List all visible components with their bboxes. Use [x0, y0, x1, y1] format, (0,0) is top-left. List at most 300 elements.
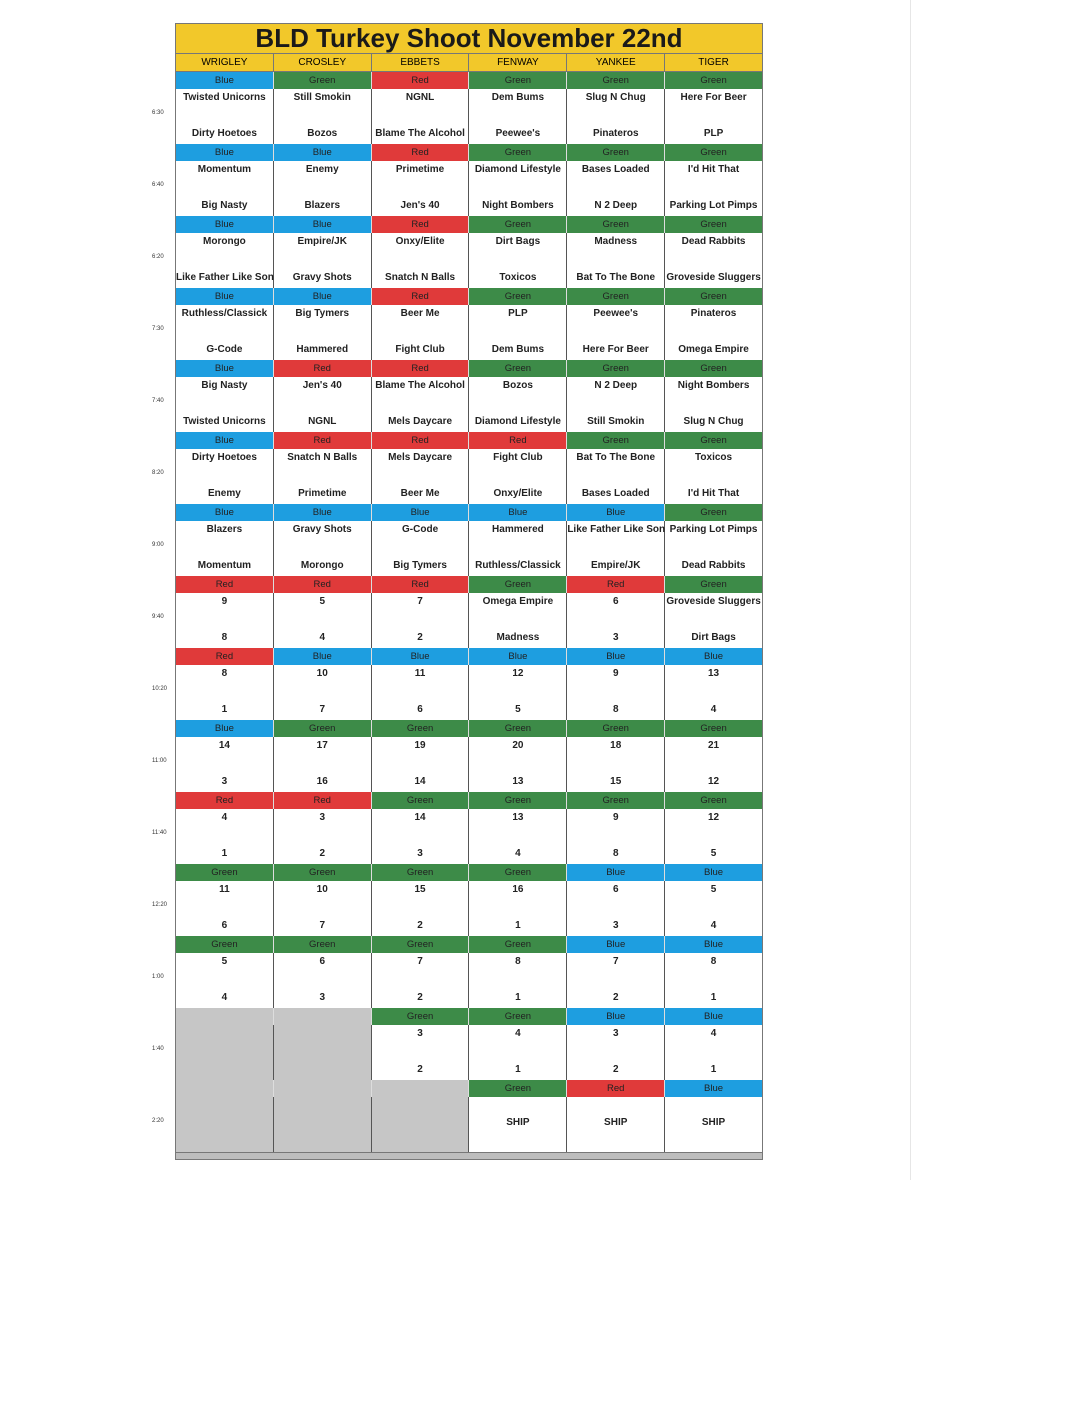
matchup-cell [274, 593, 372, 648]
matchup-cell [567, 737, 665, 792]
team-bottom: 6 [417, 704, 423, 715]
team-color-row [176, 288, 762, 305]
team-color-label: Blue [665, 1008, 762, 1025]
team-color-label: Blue [372, 504, 470, 521]
team-bottom: 2 [319, 848, 326, 859]
game-row [176, 377, 762, 432]
field-header-fenway: FENWAY [469, 54, 567, 72]
time-label: 6:20 [152, 254, 164, 260]
matchup-cell [372, 161, 470, 216]
team-bottom: Madness [496, 632, 540, 643]
matchup-cell [274, 233, 372, 288]
team-top: Peewee's [593, 308, 639, 319]
matchup-cell [665, 1097, 762, 1152]
team-color-row [176, 648, 762, 665]
matchup-cell [665, 1025, 762, 1080]
team-bottom: Momentum [197, 560, 252, 571]
team-color-label: Blue [665, 648, 762, 665]
team-top: 13 [512, 812, 524, 823]
team-bottom: 4 [221, 992, 228, 1003]
team-bottom: Gravy Shots [292, 272, 352, 283]
matchup-cell [469, 593, 567, 648]
time-label: 6:40 [152, 182, 164, 188]
empty-slot [274, 1025, 372, 1080]
team-color-label: Green [274, 936, 372, 953]
team-top: Dem Bums [491, 92, 545, 103]
team-color-row [176, 1080, 762, 1097]
team-top: Jen's 40 [302, 380, 342, 391]
matchup-cell [274, 521, 372, 576]
team-bottom: Beer Me [400, 488, 440, 499]
matchup-cell [469, 521, 567, 576]
team-color-label: Green [665, 288, 762, 305]
team-bottom: 8 [221, 632, 228, 643]
team-top: Still Smokin [293, 92, 351, 103]
team-top: 14 [218, 740, 230, 751]
page-title: BLD Turkey Shoot November 22nd [176, 24, 762, 54]
team-bottom: 1 [221, 848, 228, 859]
team-top: NGNL [405, 92, 435, 103]
matchup-cell [274, 449, 372, 504]
matchup-cell [372, 593, 470, 648]
team-top: Toxicos [695, 452, 733, 463]
team-color-label: Red [372, 360, 470, 377]
team-bottom: 8 [612, 704, 619, 715]
team-top: Ruthless/Classick [181, 308, 268, 319]
matchup-cell [176, 881, 274, 936]
matchup-cell [274, 737, 372, 792]
team-color-label: Blue [567, 936, 665, 953]
team-top: Omega Empire [482, 596, 554, 607]
team-bottom: Bozos [307, 128, 338, 139]
team-bottom: 4 [515, 848, 521, 859]
team-top: 7 [417, 956, 423, 967]
matchup-cell [567, 161, 665, 216]
team-color-label: Green [176, 936, 274, 953]
team-top: 4 [710, 1028, 717, 1039]
team-top: 6 [612, 596, 619, 607]
team-top: 3 [417, 1028, 423, 1039]
matchup-cell [665, 161, 762, 216]
team-color-label: Blue [469, 648, 567, 665]
team-color-label: Blue [274, 648, 372, 665]
team-color-row [176, 720, 762, 737]
team-bottom: Onxy/Elite [493, 488, 543, 499]
team-color-label: Green [469, 72, 567, 89]
schedule-sheet [175, 23, 763, 1152]
team-top: 8 [221, 668, 228, 679]
team-bottom: Dem Bums [491, 344, 545, 355]
team-top: Dead Rabbits [681, 236, 746, 247]
team-top: 8 [515, 956, 521, 967]
team-top: Bozos [502, 380, 533, 391]
matchup-cell [469, 1025, 567, 1080]
team-bottom: Snatch N Balls [385, 272, 456, 283]
game-row [176, 737, 762, 792]
matchup-cell [665, 377, 762, 432]
team-top: 5 [710, 884, 717, 895]
matchup-cell [176, 89, 274, 144]
team-bottom: 6 [221, 920, 228, 931]
team-color-label: Blue [274, 504, 372, 521]
rounds-container [176, 72, 762, 1152]
team-top: Like Father Like Son [567, 524, 666, 535]
team-color-label: Blue [176, 504, 274, 521]
team-bottom: Hammered [296, 344, 349, 355]
bottom-band [175, 1152, 763, 1160]
time-label: 1:40 [152, 1046, 164, 1052]
matchup-cell [469, 809, 567, 864]
game-row [176, 953, 762, 1008]
team-color-label: Blue [176, 720, 274, 737]
game-row [176, 665, 762, 720]
team-bottom: Bases Loaded [581, 488, 650, 499]
matchup-cell [176, 809, 274, 864]
team-top: 19 [414, 740, 426, 751]
team-color-label: Green [372, 864, 470, 881]
matchup-cell [469, 737, 567, 792]
team-top: Fight Club [493, 452, 543, 463]
game-row [176, 881, 762, 936]
team-color-label: Blue [176, 216, 274, 233]
matchup-cell [274, 161, 372, 216]
team-color-label: Green [665, 576, 762, 593]
team-bottom: Enemy [208, 488, 241, 499]
team-bottom: 1 [515, 992, 521, 1003]
team-top: Madness [594, 236, 638, 247]
team-color-label: Red [274, 792, 372, 809]
game-row [176, 1025, 762, 1080]
game-row [176, 593, 762, 648]
matchup-cell [176, 737, 274, 792]
team-top: 14 [414, 812, 426, 823]
team-color-label: Red [372, 144, 470, 161]
team-color-label: Green [469, 144, 567, 161]
team-top: 12 [707, 812, 720, 823]
team-bottom: Still Smokin [587, 416, 645, 427]
matchup-cell [176, 377, 274, 432]
team-bottom: Night Bombers [482, 200, 554, 211]
team-bottom: 2 [612, 1064, 619, 1075]
team-top: Dirty Hoetoes [191, 452, 257, 463]
team-color-label: Green [567, 72, 665, 89]
matchup-cell [372, 233, 470, 288]
matchup-cell [567, 1025, 665, 1080]
matchup-cell [567, 953, 665, 1008]
team-color-label: Red [176, 648, 274, 665]
team-top: Snatch N Balls [287, 452, 358, 463]
ship-label: SHIP [506, 1117, 530, 1128]
team-color-label: Green [665, 504, 762, 521]
team-top: 4 [515, 1028, 521, 1039]
time-label: 9:00 [152, 542, 164, 548]
team-top: I'd Hit That [687, 164, 740, 175]
field-header-tiger: TIGER [665, 54, 762, 72]
team-top: 16 [512, 884, 524, 895]
team-color-label: Green [567, 720, 665, 737]
team-color-label: Green [469, 864, 567, 881]
team-bottom: 2 [417, 992, 423, 1003]
team-bottom: G-Code [206, 344, 243, 355]
team-color-label: Green [469, 1008, 567, 1025]
matchup-cell [372, 665, 470, 720]
team-bottom: 16 [316, 776, 328, 787]
time-label: 12:20 [152, 902, 168, 908]
team-color-row [176, 1008, 762, 1025]
matchup-cell [372, 449, 470, 504]
team-bottom: 1 [710, 1064, 717, 1075]
team-top: 6 [612, 884, 619, 895]
time-label: 8:20 [152, 470, 164, 476]
team-bottom: Ruthless/Classick [475, 560, 561, 571]
time-label: 11:00 [152, 758, 167, 764]
team-bottom: Primetime [298, 488, 347, 499]
team-bottom: Dirty Hoetoes [191, 128, 257, 139]
team-top: 17 [316, 740, 328, 751]
matchup-cell [372, 521, 470, 576]
team-top: 11 [219, 884, 230, 895]
field-header-ebbets: EBBETS [372, 54, 470, 72]
team-color-label: Red [274, 432, 372, 449]
team-bottom: 2 [417, 920, 423, 931]
matchup-cell [469, 305, 567, 360]
team-color-label: Green [469, 1080, 567, 1097]
team-top: 6 [319, 956, 326, 967]
matchup-cell [372, 737, 470, 792]
team-top: Enemy [305, 164, 339, 175]
team-color-label: Red [274, 360, 372, 377]
team-bottom: 1 [710, 992, 717, 1003]
team-top: 7 [417, 596, 423, 607]
matchup-cell [567, 809, 665, 864]
team-top: Dirt Bags [495, 236, 541, 247]
matchup-cell [567, 593, 665, 648]
team-color-label: Green [665, 792, 762, 809]
team-color-label: Red [567, 576, 665, 593]
matchup-cell [665, 305, 762, 360]
matchup-cell [665, 233, 762, 288]
matchup-cell [176, 593, 274, 648]
team-top: Momentum [197, 164, 252, 175]
team-bottom: Groveside Sluggers [666, 272, 761, 283]
team-color-row [176, 504, 762, 521]
matchup-cell [372, 809, 470, 864]
team-color-label: Green [372, 792, 470, 809]
team-bottom: NGNL [308, 416, 337, 427]
team-bottom: Blame The Alcohol [375, 128, 465, 139]
matchup-cell [567, 521, 665, 576]
team-top: Bat To The Bone [576, 452, 656, 463]
team-color-label: Blue [274, 144, 372, 161]
team-color-label: Green [469, 720, 567, 737]
page-edge-line [910, 0, 911, 1180]
team-bottom: Parking Lot Pimps [669, 200, 758, 211]
team-color-label: Red [372, 576, 470, 593]
team-bottom: 8 [612, 848, 619, 859]
matchup-cell [176, 161, 274, 216]
team-bottom: Big Tymers [393, 560, 447, 571]
team-top: Onxy/Elite [395, 236, 445, 247]
matchup-cell [469, 881, 567, 936]
team-color-label: Green [665, 72, 762, 89]
matchup-cell [665, 665, 762, 720]
matchup-cell [372, 1025, 470, 1080]
team-color-label: Blue [274, 216, 372, 233]
team-bottom: 1 [221, 704, 228, 715]
matchup-cell [665, 449, 762, 504]
team-color-label: Green [274, 720, 372, 737]
team-color-label: Green [469, 792, 567, 809]
matchup-cell [567, 1097, 665, 1152]
team-color-label: Red [274, 576, 372, 593]
team-top: 12 [512, 668, 524, 679]
matchup-cell [567, 305, 665, 360]
time-label: 2:20 [152, 1118, 164, 1124]
team-top: Diamond Lifestyle [474, 164, 561, 175]
team-color-label: Blue [176, 288, 274, 305]
team-top: Hammered [492, 524, 544, 535]
game-row [176, 521, 762, 576]
team-color-label: Blue [567, 504, 665, 521]
matchup-cell [665, 953, 762, 1008]
matchup-cell [469, 161, 567, 216]
team-color-label: Blue [567, 1008, 665, 1025]
team-top: 18 [610, 740, 622, 751]
team-top: Bases Loaded [581, 164, 650, 175]
team-bottom: 12 [707, 776, 720, 787]
matchup-cell [274, 665, 372, 720]
matchup-cell [469, 89, 567, 144]
team-color-label: Green [372, 1008, 470, 1025]
team-bottom: 4 [319, 632, 326, 643]
team-color-label: Blue [372, 648, 470, 665]
team-color-label: Green [567, 432, 665, 449]
team-color-label: Red [372, 432, 470, 449]
team-color-row [176, 432, 762, 449]
team-top: 15 [414, 884, 426, 895]
matchup-cell [274, 881, 372, 936]
matchup-cell [665, 809, 762, 864]
team-color-label: Green [665, 720, 762, 737]
team-bottom: 2 [417, 1064, 423, 1075]
team-bottom: Blazers [304, 200, 341, 211]
field-header-wrigley: WRIGLEY [176, 54, 274, 72]
team-color-label: Red [176, 576, 274, 593]
team-bottom: 4 [710, 704, 717, 715]
team-color-label: Blue [665, 936, 762, 953]
team-top: 20 [512, 740, 524, 751]
time-label: 7:30 [152, 326, 164, 332]
team-top: 21 [707, 740, 720, 751]
matchup-cell [274, 953, 372, 1008]
team-color-row [176, 576, 762, 593]
matchup-cell [665, 89, 762, 144]
team-color-label: Blue [665, 1080, 762, 1097]
team-color-label: Green [665, 144, 762, 161]
team-bottom: Omega Empire [678, 344, 749, 355]
team-top: 13 [707, 668, 720, 679]
team-top: Parking Lot Pimps [669, 524, 758, 535]
team-bottom: 1 [515, 920, 521, 931]
team-color-label: Green [176, 864, 274, 881]
team-color-row [176, 360, 762, 377]
team-bottom: Big Nasty [201, 200, 248, 211]
team-bottom: 2 [417, 632, 423, 643]
team-color-label: Blue [567, 648, 665, 665]
team-bottom: 1 [515, 1064, 521, 1075]
empty-slot [372, 1080, 470, 1097]
team-bottom: I'd Hit That [687, 488, 740, 499]
team-color-label: Green [469, 288, 567, 305]
team-top: Slug N Chug [585, 92, 646, 103]
team-bottom: Dirt Bags [691, 632, 736, 643]
team-bottom: Like Father Like Son [176, 272, 274, 283]
ship-label: SHIP [701, 1117, 726, 1128]
team-top: Blame The Alcohol [375, 380, 465, 391]
team-bottom: 5 [710, 848, 717, 859]
team-top: 7 [612, 956, 619, 967]
team-top: 5 [221, 956, 228, 967]
matchup-cell [176, 449, 274, 504]
team-bottom: Peewee's [495, 128, 541, 139]
team-bottom: Toxicos [499, 272, 537, 283]
team-bottom: N 2 Deep [594, 200, 638, 211]
team-color-label: Green [567, 360, 665, 377]
matchup-cell [665, 881, 762, 936]
team-color-label: Blue [176, 144, 274, 161]
team-color-label: Blue [176, 360, 274, 377]
matchup-cell [372, 953, 470, 1008]
team-top: 3 [319, 812, 326, 823]
team-top: 11 [414, 668, 426, 679]
time-label: 11:40 [152, 830, 167, 836]
matchup-cell [665, 593, 762, 648]
team-color-row [176, 144, 762, 161]
team-top: 9 [221, 596, 228, 607]
field-header-crosley: CROSLEY [274, 54, 372, 72]
team-bottom: Pinateros [592, 128, 639, 139]
team-top: G-Code [402, 524, 439, 535]
team-color-row [176, 216, 762, 233]
team-color-label: Blue [176, 432, 274, 449]
team-color-label: Green [469, 360, 567, 377]
team-color-label: Green [372, 720, 470, 737]
team-color-label: Green [469, 576, 567, 593]
team-color-label: Blue [469, 504, 567, 521]
empty-slot [274, 1080, 372, 1097]
matchup-cell [176, 521, 274, 576]
team-top: Mels Daycare [388, 452, 453, 463]
team-color-row [176, 72, 762, 89]
field-header-row [176, 54, 762, 72]
team-bottom: Fight Club [395, 344, 445, 355]
matchup-cell [469, 1097, 567, 1152]
team-color-row [176, 792, 762, 809]
team-top: Here For Beer [680, 92, 747, 103]
matchup-cell [665, 521, 762, 576]
team-top: 9 [612, 668, 619, 679]
matchup-cell [567, 881, 665, 936]
matchup-cell [567, 89, 665, 144]
team-top: N 2 Deep [594, 380, 638, 391]
matchup-cell [176, 233, 274, 288]
team-bottom: 4 [710, 920, 717, 931]
matchup-cell [372, 89, 470, 144]
matchup-cell [665, 737, 762, 792]
team-color-label: Blue [274, 288, 372, 305]
team-color-label: Green [567, 288, 665, 305]
field-header-yankee: YANKEE [567, 54, 665, 72]
